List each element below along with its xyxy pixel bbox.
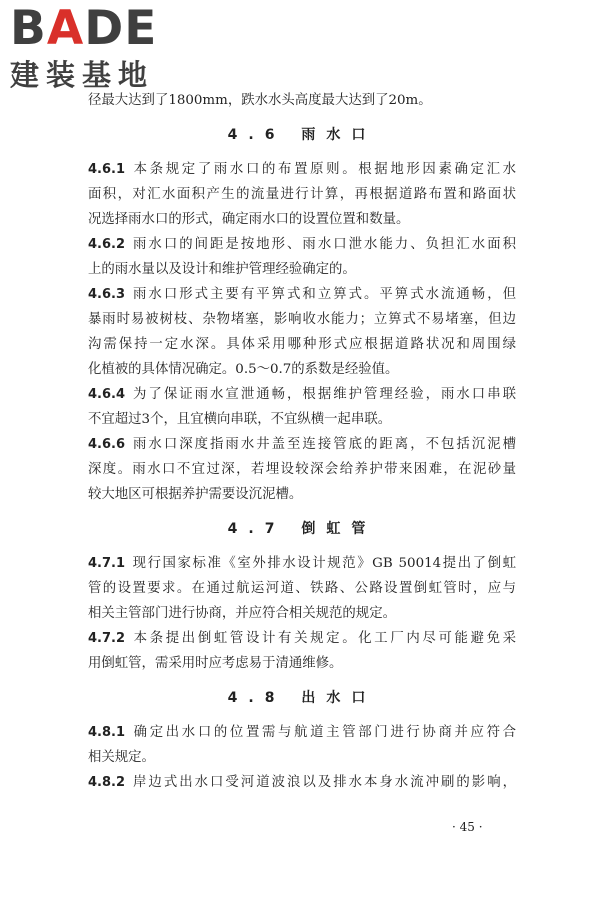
text-line: 面积，对汇水面积产生的流量进行计算，再根据道路布置和路面状 <box>88 187 516 202</box>
text-line: 管的设置要求。在通过航运河道、铁路、公路设置倒虹管时，应与 <box>88 581 516 596</box>
page-number: · 45 · <box>452 820 483 834</box>
section-heading-4-6: 4.6 雨水口 <box>227 127 377 143</box>
clause-text: 本条规定了雨水口的布置原则。根据地形因素确定汇水 <box>131 162 516 177</box>
clause-text: 雨水口形式主要有平箅式和立箅式。平箅式水流通畅，但 <box>131 287 516 302</box>
logo-letter-a: A <box>46 1 85 56</box>
clause-number: 4.8.1 <box>88 725 126 740</box>
clause-4-7-2 <box>88 626 516 651</box>
section-heading-4-7: 4.7 倒虹管 <box>227 521 377 537</box>
text-line: 化植被的具体情况确定。0.5～0.7的系数是经验值。 <box>88 362 399 377</box>
text-line: 上的雨水量以及设计和维护管理经验确定的。 <box>88 262 356 277</box>
text-line: 深度。雨水口不宜过深，若埋设较深会给养护带来困难，在泥砂量 <box>88 462 516 477</box>
section-heading-4-8: 4.8 出水口 <box>227 690 377 706</box>
clause-number: 4.6.1 <box>88 162 126 177</box>
clause-4-7-1 <box>88 551 516 576</box>
clause-number: 4.6.6 <box>88 437 126 452</box>
logo-subtitle: 建装基地 <box>10 58 155 92</box>
clause-number: 4.8.2 <box>88 775 126 790</box>
text-line: 用倒虹管，需采用时应考虑易于清通维修。 <box>88 656 343 671</box>
text-line: 不宜超过3个，且宜横向串联，不宜纵横一起串联。 <box>88 412 392 427</box>
document-page <box>88 88 516 795</box>
clause-number: 4.7.2 <box>88 631 126 646</box>
text-line: 径最大达到了1800mm，跌水水头高度最大达到了20m。 <box>88 93 432 108</box>
clause-text: 为了保证雨水宣泄通畅，根据维护管理经验，雨水口串联 <box>131 387 516 402</box>
clause-text: 雨水口的间距是按地形、雨水口泄水能力、负担汇水面积 <box>131 237 516 252</box>
clause-text: 本条提出倒虹管设计有关规定。化工厂内尽可能避免采 <box>131 631 516 646</box>
logo-letter-b: B <box>10 1 47 56</box>
clause-4-6-1 <box>88 157 516 182</box>
text-line: 况选择雨水口的形式，确定雨水口的设置位置和数量。 <box>88 212 410 227</box>
clause-number: 4.6.4 <box>88 387 126 402</box>
clause-4-8-2 <box>88 770 516 795</box>
logo-wordmark <box>10 1 180 56</box>
logo-letters-de: DE <box>84 1 158 56</box>
clause-number: 4.6.2 <box>88 237 126 252</box>
text-line: 相关主管部门进行协商，并应符合相关规范的规定。 <box>88 606 396 621</box>
text-line: 暴雨时易被树枝、杂物堵塞，影响收水能力；立箅式不易堵塞，但边 <box>88 312 516 327</box>
clause-4-6-4 <box>88 382 516 407</box>
clause-number: 4.7.1 <box>88 556 126 571</box>
clause-text: 岸边式出水口受河道波浪以及排水本身水流冲刷的影响， <box>131 775 516 790</box>
clause-number: 4.6.3 <box>88 287 126 302</box>
text-line: 相关规定。 <box>88 750 155 765</box>
clause-4-6-2 <box>88 232 516 257</box>
clause-text: 雨水口深度指雨水井盖至连接管底的距离，不包括沉泥槽 <box>131 437 516 452</box>
bade-logo <box>10 1 180 92</box>
text-line: 较大地区可根据养护需要设沉泥槽。 <box>88 487 303 502</box>
clause-text: 现行国家标准《室外排水设计规范》GB 50014提出了倒虹 <box>131 556 516 571</box>
clause-4-6-6 <box>88 432 516 457</box>
clause-4-6-3 <box>88 282 516 307</box>
clause-text: 确定出水口的位置需与航道主管部门进行协商并应符合 <box>131 725 516 740</box>
text-line: 沟需保持一定水深。具体采用哪种形式应根据道路状况和周围绿 <box>88 337 516 352</box>
clause-4-8-1 <box>88 720 516 745</box>
